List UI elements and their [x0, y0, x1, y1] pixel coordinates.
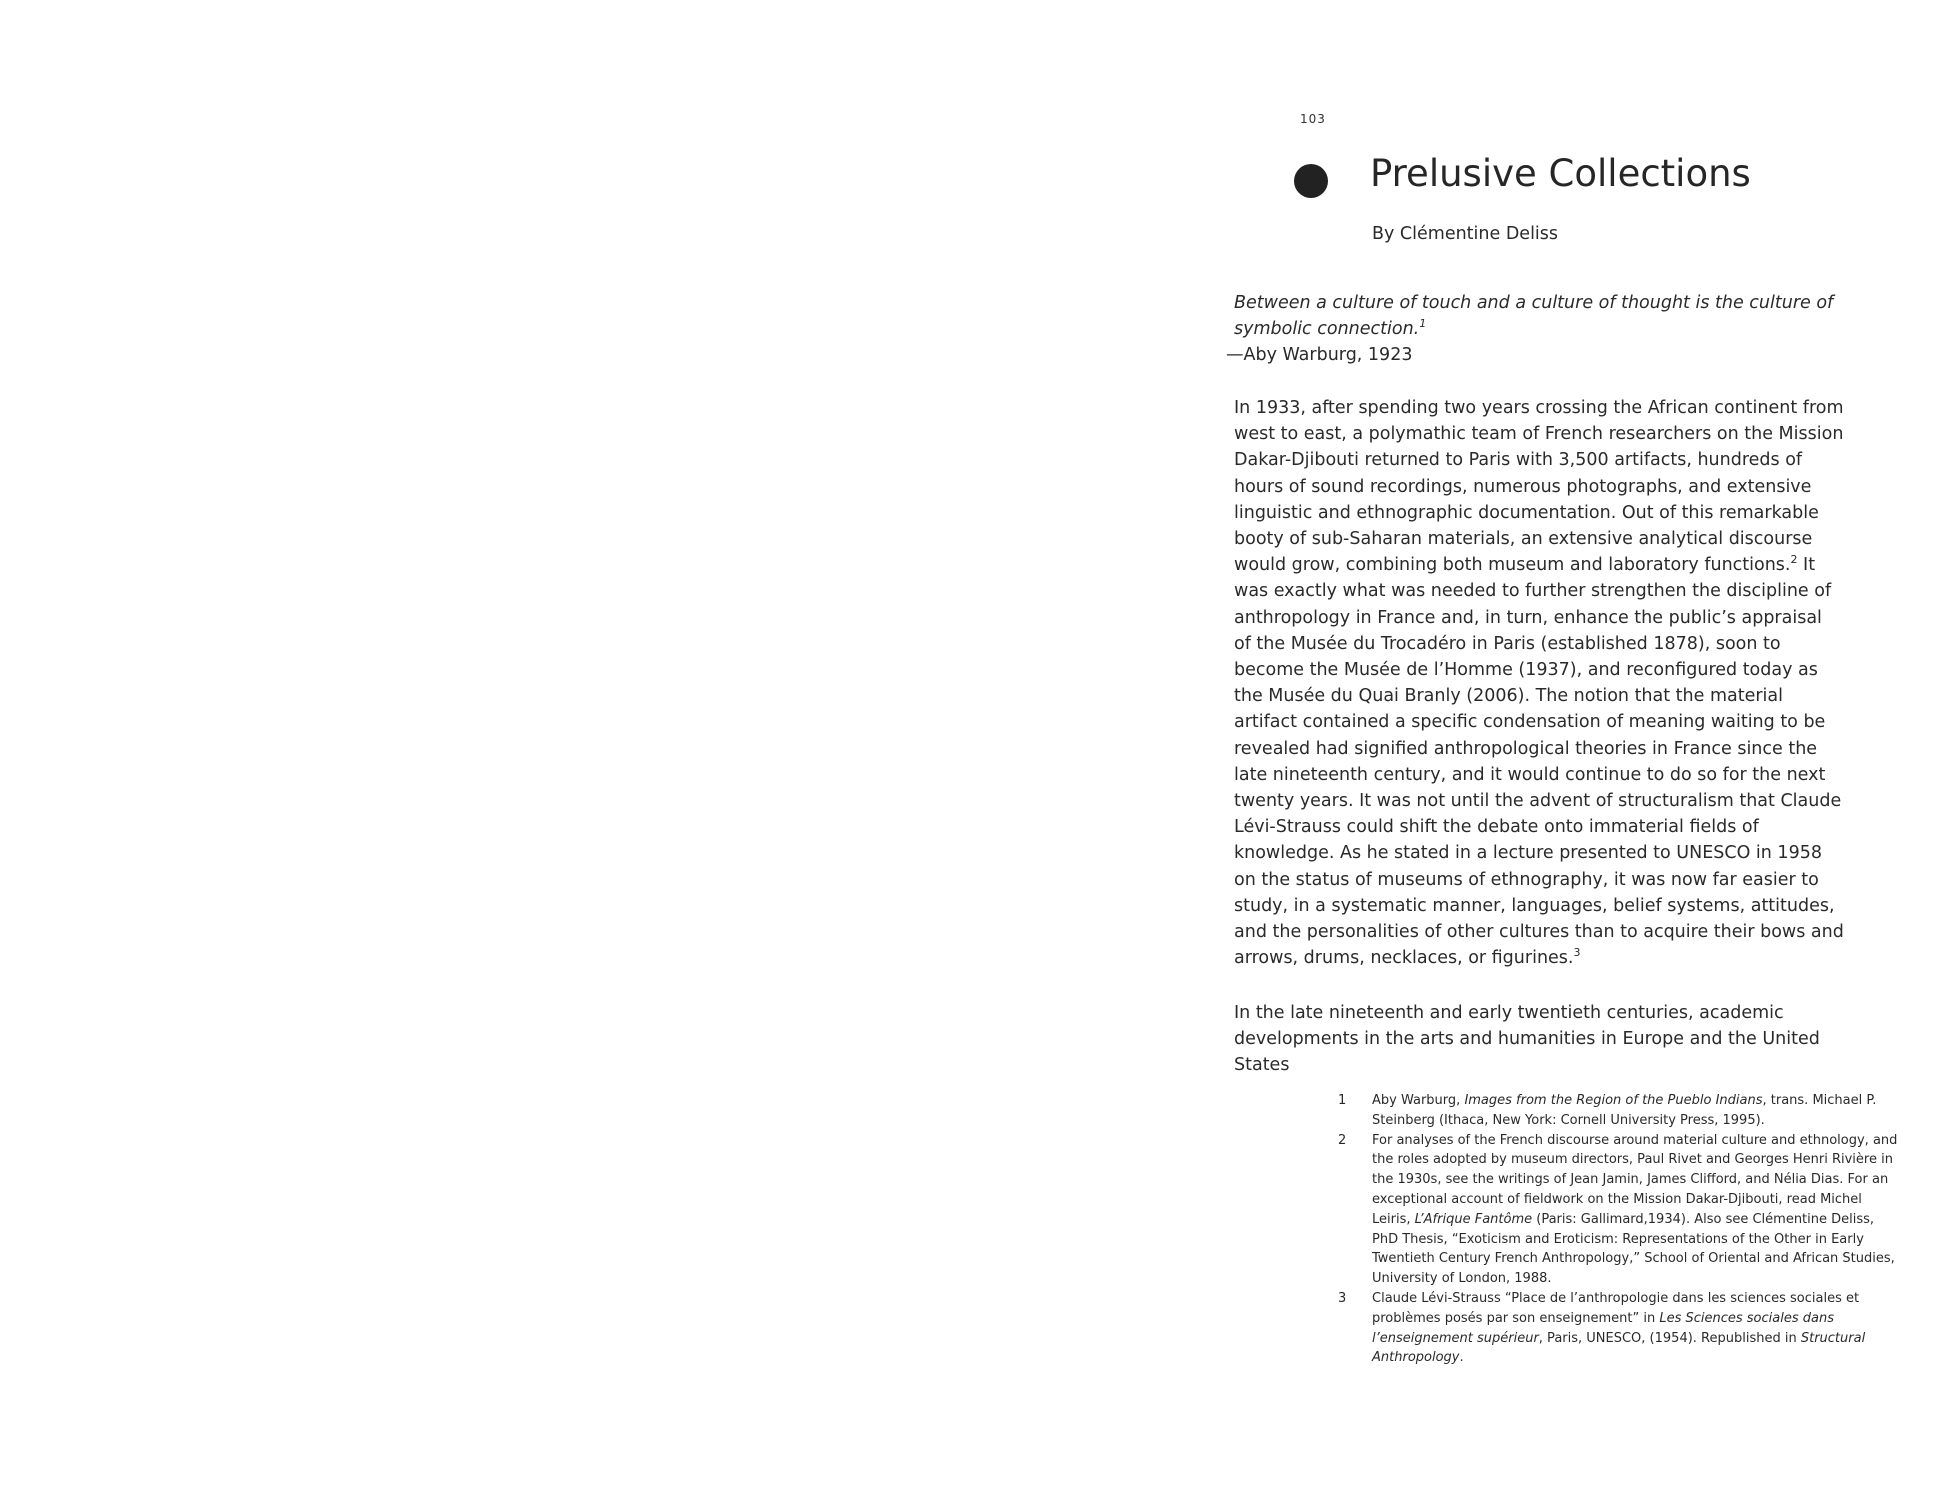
footnote-text-part: Claude Lévi-Strauss “Place de l’anthropologie dans les sciences sociales et problèmes posés par son enseignement” in: [1372, 1290, 1860, 1326]
footnote-ref[interactable]: 3: [1573, 946, 1581, 960]
footnote-title-italic: Images from the Region of the Pueblo Indians: [1464, 1093, 1763, 1108]
footnote-title-italic: Structural Anthropology: [1372, 1330, 1866, 1366]
footnote-text: [1372, 1091, 1898, 1131]
page-number: 103: [1300, 112, 1326, 126]
footnote-1: [1328, 1091, 1898, 1131]
footnote-text-part: .: [1459, 1350, 1464, 1366]
footnote-text: [1372, 1131, 1898, 1289]
footnote-number: 1: [1338, 1093, 1347, 1108]
footnote-text-part: , trans. Michael P. Steinberg (Ithaca, New York: Cornell University Press, 1995).: [1372, 1093, 1877, 1128]
footnote-number: 2: [1338, 1132, 1347, 1148]
footnote-text-part: For analyses of the French discourse around material culture and ethnology, and the roles adopted by museum directors, Paul Rivet and Georges Henri Rivière in the 1930s, see the writings of Jean Jamin, James Clifford, and Nélia Dias. For an exceptional account of fieldwork on the Mission Dakar-Djibouti, read Michel Leiris,: [1372, 1132, 1898, 1227]
left-page-blank: [0, 0, 970, 1500]
footnote-text-part: Aby Warburg,: [1372, 1093, 1465, 1108]
epigraph-attribution: —Aby Warburg, 1923: [1226, 345, 1413, 365]
footnote-ref[interactable]: 2: [1790, 553, 1798, 567]
body-paragraph-1: [1234, 395, 1844, 971]
footnote-text-part: (Paris: Gallimard,1934). Also see Clémentine Deliss, PhD Thesis, “Exoticism and Eroticism: Representations of the Other in Early Twentieth Century French Anthropology,” School of Oriental and African Studies, University of London, 1988.: [1372, 1211, 1895, 1287]
chapter-title: Prelusive Collections: [1370, 152, 1751, 195]
footnote-2: [1328, 1131, 1898, 1289]
author-byline: By Clémentine Deliss: [1372, 224, 1559, 244]
footnote-title-italic: L’Afrique Fantôme: [1414, 1211, 1533, 1227]
footnote-text-part: , Paris, UNESCO, (1954). Republished in: [1538, 1330, 1801, 1346]
footnotes: [1328, 1091, 1898, 1368]
chapter-bullet-icon: [1294, 164, 1328, 198]
paragraph-text: In 1933, after spending two years crossing the African continent from west to east, a polymathic team of French researchers on the Mission Dakar-Djibouti returned to Paris with 3,500 artifacts, hundreds of hours of sound recordings, numerous photographs, and extensive linguistic and ethnographic documentation. Out of this remarkable booty of sub-Saharan materials, an extensive analytical discourse would grow, combining both museum and laboratory functions.: [1234, 398, 1844, 576]
body-paragraph-2: In the late nineteenth and early twentieth centuries, academic developments in the arts and humanities in Europe and the United States: [1234, 1003, 1820, 1076]
epigraph-quote-text: Between a culture of touch and a culture of thought is the culture of symbolic connection.: [1234, 293, 1834, 339]
footnote-number: 3: [1338, 1290, 1347, 1306]
footnote-ref[interactable]: 1: [1419, 317, 1427, 330]
footnote-text: [1372, 1289, 1898, 1368]
footnote-title-italic: Les Sciences sociales dans l’enseignement supérieur: [1372, 1310, 1834, 1346]
epigraph: [1226, 290, 1854, 368]
footnote-3: [1328, 1289, 1898, 1368]
epigraph-quote: [1234, 290, 1854, 342]
paragraph-text: It was exactly what was needed to further strengthen the discipline of anthropology in France and, in turn, enhance the public’s appraisal of the Musée du Trocadéro in Paris (established 1878), soon to become the Musée de l’Homme (1937), and reconfigured today as the Musée du Quai Branly (2006). The notion that the material artifact contained a specific condensation of meaning waiting to be revealed had signified anthropological theories in France since the late nineteenth century, and it would continue to do so for the next twenty years. It was not until the advent of structuralism that Claude Lévi-Strauss could shift the debate onto immaterial fields of knowledge. As he stated in a lecture presented to UNESCO in 1958 on the status of museums of ethnography, it was now far easier to study, in a systematic manner, languages, belief systems, attitudes, and the personalities of other cultures than to acquire their bows and arrows, drums, necklaces, or figurines.: [1234, 555, 1844, 969]
